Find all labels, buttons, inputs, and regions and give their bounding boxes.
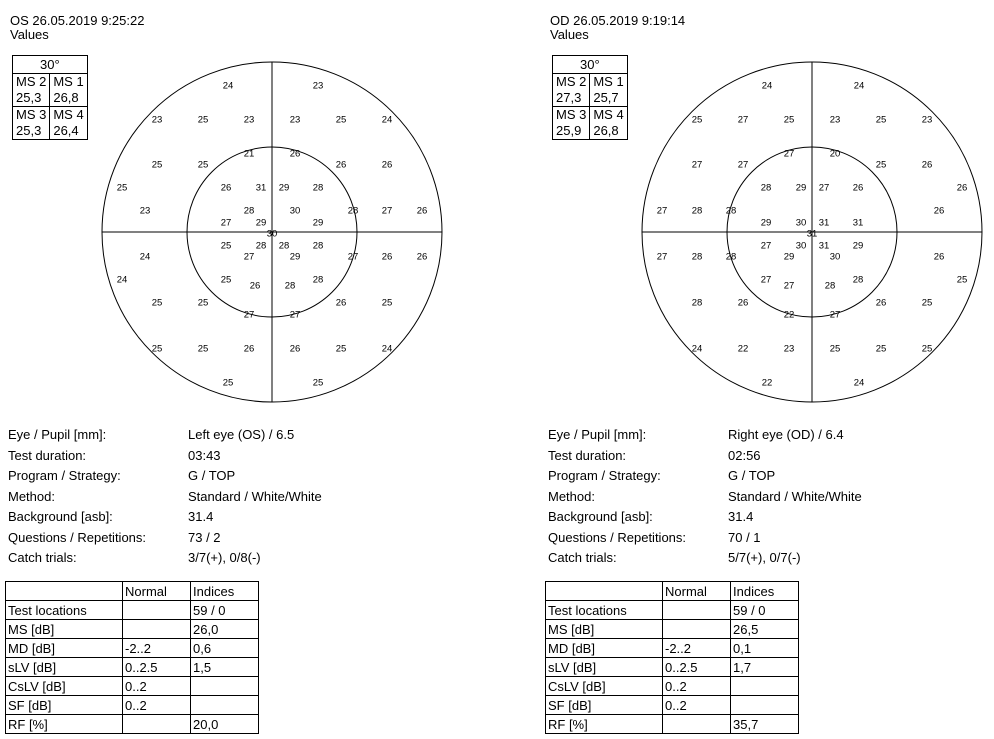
field-value: 27 <box>818 182 830 194</box>
field-value: 26 <box>381 251 393 263</box>
field-value: 27 <box>289 309 301 321</box>
field-value: 25 <box>956 274 968 286</box>
ms3-label: MS 3 25,3 <box>13 107 50 140</box>
info-label: Questions / Repetitions: <box>548 529 687 545</box>
ms2-label: MS 2 25,3 <box>13 74 50 107</box>
table-cell: CsLV [dB] <box>6 677 123 696</box>
field-value: 26 <box>921 159 933 171</box>
table-header-cell: Normal <box>663 582 731 601</box>
info-label: Program / Strategy: <box>548 468 661 483</box>
field-value: 28 <box>243 205 255 217</box>
field-value: 30 <box>289 205 301 217</box>
field-value: 26 <box>737 297 749 309</box>
field-value: 23 <box>312 80 324 92</box>
field-value: 21 <box>243 148 255 160</box>
info-value: G / TOP <box>188 468 236 483</box>
info-label: Eye / Pupil [mm]: <box>8 427 107 442</box>
ms3-label: MS 3 25,9 <box>553 107 590 140</box>
table-cell: 0..2.5 <box>123 658 191 677</box>
left-subheader: Values <box>10 27 49 42</box>
table-header-row <box>6 582 259 601</box>
table-cell: Test locations <box>546 601 663 620</box>
table-header-cell <box>546 582 663 601</box>
right-ms-box <box>552 55 628 140</box>
ms1-label: MS 1 26,8 <box>50 74 87 107</box>
field-value: 26 <box>243 343 255 355</box>
field-value: 25 <box>220 274 232 286</box>
table-header-cell: Normal <box>123 582 191 601</box>
field-value: 29 <box>255 217 267 229</box>
field-value: 27 <box>760 274 772 286</box>
left-visual-field <box>100 60 446 406</box>
right-subheader: Values <box>550 27 589 42</box>
field-value: 25 <box>197 114 209 126</box>
field-value: 29 <box>760 217 772 229</box>
field-value: 25 <box>220 240 232 252</box>
ms4-label: MS 4 26,8 <box>590 107 627 140</box>
field-value: 30 <box>795 240 807 252</box>
info-label: Catch trials: <box>8 550 77 565</box>
info-label: Program / Strategy: <box>8 468 121 483</box>
table-cell: 0..2.5 <box>663 658 731 677</box>
info-label: Background [asb]: <box>548 509 653 524</box>
field-value: 24 <box>381 114 393 126</box>
info-value: 70 / 1 <box>728 529 761 545</box>
table-row <box>6 658 259 677</box>
field-value: 25 <box>875 343 887 355</box>
field-value: 23 <box>289 114 301 126</box>
table-cell: 26,5 <box>731 620 799 639</box>
info-label: Background [asb]: <box>8 509 113 524</box>
field-value: 25 <box>335 343 347 355</box>
left-ms-box <box>12 55 88 140</box>
table-row <box>6 601 259 620</box>
field-value: 29 <box>289 251 301 263</box>
table-row <box>6 620 259 639</box>
field-value: 23 <box>243 114 255 126</box>
field-value: 26 <box>933 205 945 217</box>
field-value: 28 <box>312 182 324 194</box>
info-value: 31.4 <box>728 509 754 524</box>
field-value: 28 <box>284 280 296 292</box>
field-value: 25 <box>381 297 393 309</box>
field-value: 27 <box>656 251 668 263</box>
info-label: Method: <box>8 488 55 504</box>
field-value: 28 <box>255 240 267 252</box>
info-value: 31.4 <box>188 509 214 524</box>
field-value: 27 <box>737 159 749 171</box>
field-value: 24 <box>116 274 128 286</box>
field-value: 27 <box>243 309 255 321</box>
info-value: G / TOP <box>728 468 776 483</box>
field-value: 25 <box>197 297 209 309</box>
table-row <box>546 620 799 639</box>
table-header-row <box>546 582 799 601</box>
field-value: 28 <box>760 182 772 194</box>
field-value: 26 <box>852 182 864 194</box>
field-value: 25 <box>829 343 841 355</box>
table-cell: MS [dB] <box>546 620 663 639</box>
table-header-cell <box>6 582 123 601</box>
field-value: 27 <box>760 240 772 252</box>
table-cell: -2..2 <box>663 639 731 658</box>
right-eye-panel <box>540 0 994 739</box>
field-value: 27 <box>656 205 668 217</box>
table-cell: SF [dB] <box>6 696 123 715</box>
field-value: 25 <box>875 114 887 126</box>
table-cell: RF [%] <box>546 715 663 734</box>
table-row <box>546 639 799 658</box>
info-value: Standard / White/White <box>728 488 862 504</box>
field-value: 25 <box>691 114 703 126</box>
field-value: 28 <box>278 240 290 252</box>
info-value: 73 / 2 <box>188 529 221 545</box>
table-cell: 26,0 <box>191 620 259 639</box>
field-value: 25 <box>116 182 128 194</box>
field-value: 26 <box>249 280 261 292</box>
field-value: 25 <box>875 159 887 171</box>
ms-box-title: 30° <box>553 56 628 74</box>
field-value: 24 <box>222 80 234 92</box>
field-value: 23 <box>139 205 151 217</box>
table-cell: 0..2 <box>663 696 731 715</box>
left-indices-table <box>5 581 259 734</box>
field-value: 31 <box>818 240 830 252</box>
field-value: 25 <box>197 159 209 171</box>
table-cell: MD [dB] <box>546 639 663 658</box>
field-value: 29 <box>795 182 807 194</box>
table-cell <box>663 620 731 639</box>
table-cell: CsLV [dB] <box>546 677 663 696</box>
field-value: 28 <box>312 274 324 286</box>
table-cell: 0,6 <box>191 639 259 658</box>
field-value: 25 <box>151 343 163 355</box>
field-value: 27 <box>243 251 255 263</box>
ms-box-title: 30° <box>13 56 88 74</box>
field-value: 24 <box>853 80 865 92</box>
field-value: 27 <box>829 309 841 321</box>
table-cell <box>731 696 799 715</box>
table-row <box>6 715 259 734</box>
field-value: 30 <box>795 217 807 229</box>
field-value: 24 <box>139 251 151 263</box>
field-value: 24 <box>691 343 703 355</box>
field-value: 23 <box>783 343 795 355</box>
field-value: 20 <box>829 148 841 160</box>
field-value: 27 <box>737 114 749 126</box>
field-value: 26 <box>416 251 428 263</box>
table-header-cell: Indices <box>191 582 259 601</box>
field-value: 26 <box>220 182 232 194</box>
left-header: OS 26.05.2019 9:25:22 <box>10 13 145 28</box>
table-row <box>546 715 799 734</box>
field-value: 25 <box>921 343 933 355</box>
info-value: 3/7(+), 0/8(-) <box>188 550 261 565</box>
table-cell: 0..2 <box>123 677 191 696</box>
table-cell <box>123 601 191 620</box>
field-value: 27 <box>220 217 232 229</box>
info-label: Eye / Pupil [mm]: <box>548 427 647 442</box>
info-label: Method: <box>548 488 595 504</box>
right-header: OD 26.05.2019 9:19:14 <box>550 13 686 28</box>
info-label: Catch trials: <box>548 550 617 565</box>
field-value: 26 <box>289 148 301 160</box>
info-value: 03:43 <box>188 447 221 463</box>
ms4-label: MS 4 26,4 <box>50 107 87 140</box>
field-value: 29 <box>783 251 795 263</box>
field-value: 26 <box>416 205 428 217</box>
field-value: 23 <box>151 114 163 126</box>
info-label: Questions / Repetitions: <box>8 529 147 545</box>
table-cell: 35,7 <box>731 715 799 734</box>
table-cell <box>663 715 731 734</box>
field-value: 29 <box>312 217 324 229</box>
field-value: 25 <box>921 297 933 309</box>
ms2-label: MS 2 27,3 <box>553 74 590 107</box>
field-value: 25 <box>151 159 163 171</box>
table-cell: 0..2 <box>663 677 731 696</box>
field-value: 25 <box>312 377 324 389</box>
field-value: 27 <box>381 205 393 217</box>
field-value: 25 <box>197 343 209 355</box>
field-value: 26 <box>381 159 393 171</box>
field-value: 28 <box>312 240 324 252</box>
field-value: 24 <box>381 343 393 355</box>
field-value: 31 <box>852 217 864 229</box>
field-value: 27 <box>783 148 795 160</box>
field-value: 26 <box>335 159 347 171</box>
table-row <box>6 677 259 696</box>
table-cell <box>191 696 259 715</box>
info-label: Test duration: <box>548 447 627 463</box>
field-value: 29 <box>278 182 290 194</box>
table-cell: 1,7 <box>731 658 799 677</box>
field-value: 26 <box>875 297 887 309</box>
table-row <box>546 658 799 677</box>
field-value: 28 <box>852 274 864 286</box>
field-value: 24 <box>853 377 865 389</box>
field-value: 27 <box>347 251 359 263</box>
field-value: 28 <box>691 297 703 309</box>
table-cell: 59 / 0 <box>731 601 799 620</box>
field-value: 24 <box>761 80 773 92</box>
table-cell: RF [%] <box>6 715 123 734</box>
field-value: 22 <box>783 309 795 321</box>
info-value: Right eye (OD) / 6.4 <box>728 427 844 442</box>
field-value: 28 <box>691 205 703 217</box>
table-row <box>546 601 799 620</box>
table-cell: sLV [dB] <box>6 658 123 677</box>
field-value: 28 <box>691 251 703 263</box>
table-row <box>546 677 799 696</box>
field-value: 22 <box>761 377 773 389</box>
field-value: 31 <box>255 182 267 194</box>
info-label: Test duration: <box>8 447 87 463</box>
table-header-cell: Indices <box>731 582 799 601</box>
right-indices-table <box>545 581 799 734</box>
field-value: 28 <box>725 251 737 263</box>
field-value: 30 <box>829 251 841 263</box>
table-cell: MD [dB] <box>6 639 123 658</box>
table-cell: 59 / 0 <box>191 601 259 620</box>
field-value: 22 <box>737 343 749 355</box>
field-value: 27 <box>783 280 795 292</box>
table-cell <box>123 620 191 639</box>
table-cell: MS [dB] <box>6 620 123 639</box>
table-row <box>546 696 799 715</box>
table-row <box>6 639 259 658</box>
info-value: Left eye (OS) / 6.5 <box>188 427 295 442</box>
table-cell: Test locations <box>6 601 123 620</box>
table-cell <box>663 601 731 620</box>
table-cell: sLV [dB] <box>546 658 663 677</box>
field-value: 25 <box>335 114 347 126</box>
field-value: 25 <box>222 377 234 389</box>
field-value: 30 <box>266 228 278 240</box>
table-cell: SF [dB] <box>546 696 663 715</box>
field-value: 26 <box>933 251 945 263</box>
table-cell: 0,1 <box>731 639 799 658</box>
field-value: 31 <box>818 217 830 229</box>
info-value: 02:56 <box>728 447 761 463</box>
field-value: 26 <box>956 182 968 194</box>
ms1-label: MS 1 25,7 <box>590 74 627 107</box>
info-value: 5/7(+), 0/7(-) <box>728 550 801 565</box>
field-value: 25 <box>151 297 163 309</box>
field-value: 23 <box>829 114 841 126</box>
field-value: 26 <box>289 343 301 355</box>
field-value: 28 <box>725 205 737 217</box>
field-value: 25 <box>783 114 795 126</box>
table-cell <box>123 715 191 734</box>
table-cell: 0..2 <box>123 696 191 715</box>
table-cell: 20,0 <box>191 715 259 734</box>
table-cell <box>191 677 259 696</box>
table-cell: 1,5 <box>191 658 259 677</box>
field-value: 29 <box>852 240 864 252</box>
table-cell: -2..2 <box>123 639 191 658</box>
field-value: 28 <box>347 205 359 217</box>
info-value: Standard / White/White <box>188 488 322 504</box>
field-value: 26 <box>335 297 347 309</box>
field-value: 31 <box>806 228 818 240</box>
left-eye-panel <box>0 0 480 739</box>
right-visual-field <box>640 60 986 406</box>
field-value: 27 <box>691 159 703 171</box>
table-cell <box>731 677 799 696</box>
field-value: 28 <box>824 280 836 292</box>
field-value: 23 <box>921 114 933 126</box>
table-row <box>6 696 259 715</box>
